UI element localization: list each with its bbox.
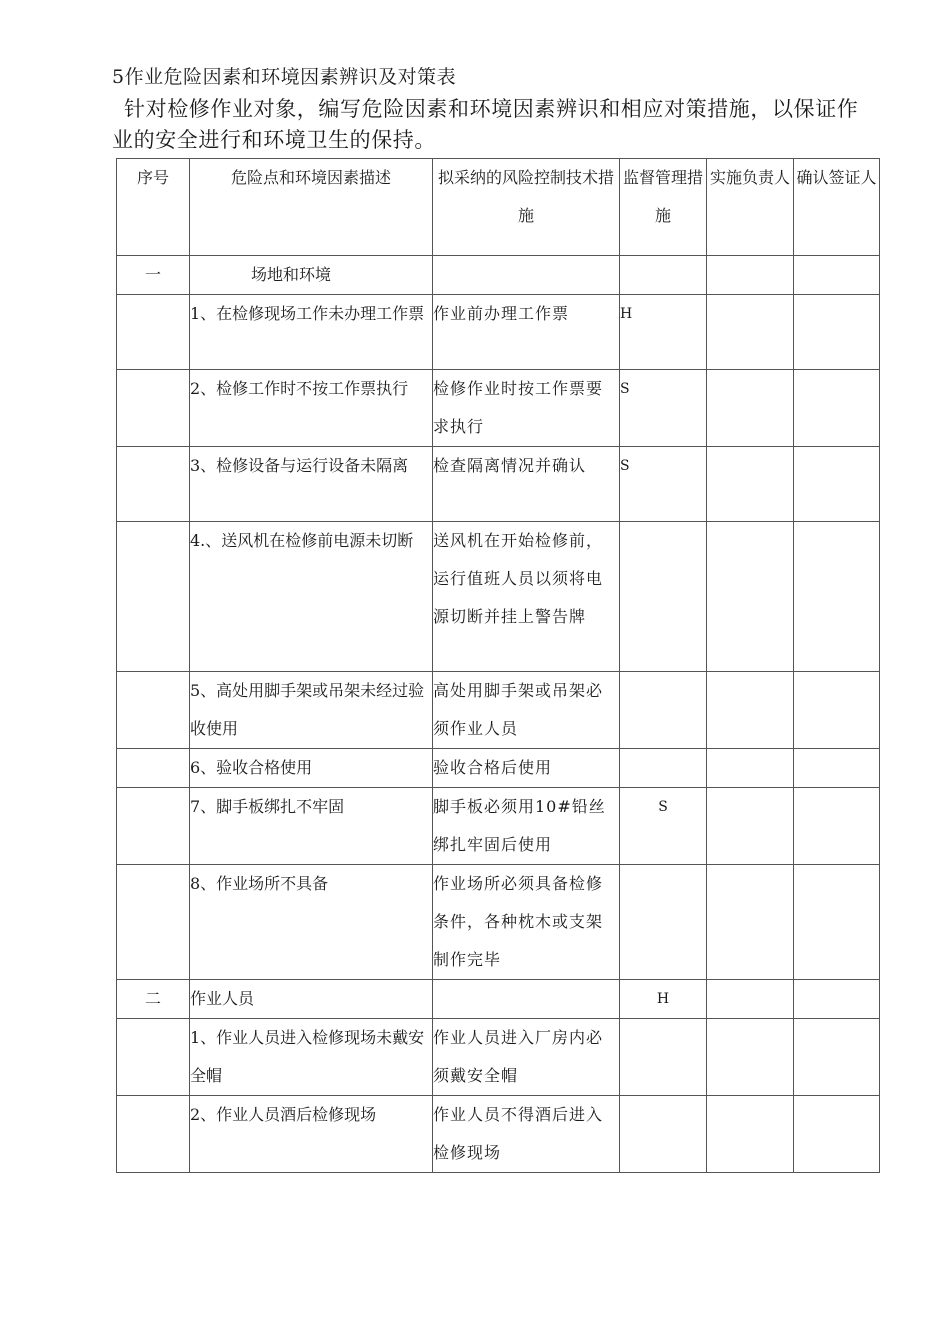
header-person: 实施负责人 <box>707 159 794 256</box>
hazard-desc: 4.、送风机在检修前电源未切断 <box>190 522 433 672</box>
section-heading: 5作业危险因素和环境因素辨识及对策表 <box>112 66 457 88</box>
section-row <box>117 980 880 1019</box>
table-row <box>117 672 880 749</box>
table-row <box>117 1096 880 1173</box>
risk-table <box>116 158 880 1173</box>
table-row <box>117 295 880 370</box>
hazard-desc: 1、作业人员进入检修现场未戴安全帽 <box>190 1019 433 1096</box>
table-row <box>117 865 880 980</box>
section-no: 二 <box>117 980 190 1019</box>
table-row <box>117 788 880 865</box>
risk-mark <box>620 672 707 749</box>
hazard-desc: 7、脚手板绑扎不牢固 <box>190 788 433 865</box>
control-measure: 作业场所必须具备检修条件，各种枕木或支架制作完毕 <box>433 865 620 980</box>
hazard-desc: 2、作业人员酒后检修现场 <box>190 1096 433 1173</box>
control-measure: 作业人员进入厂房内必须戴安全帽 <box>433 1019 620 1096</box>
risk-mark <box>620 1019 707 1096</box>
control-measure: 作业人员不得酒后进入检修现场 <box>433 1096 620 1173</box>
table-row <box>117 749 880 788</box>
control-measure: 高处用脚手架或吊架必须作业人员 <box>433 672 620 749</box>
header-confirm: 确认签证人 <box>794 159 880 256</box>
header-desc: 危险点和环境因素描述 <box>190 159 433 256</box>
control-measure: 检查隔离情况并确认 <box>433 447 620 522</box>
section-row <box>117 256 880 295</box>
table-row <box>117 1019 880 1096</box>
table-row <box>117 522 880 672</box>
hazard-desc: 3、检修设备与运行设备未隔离 <box>190 447 433 522</box>
risk-mark: S <box>620 788 707 865</box>
table-row <box>117 447 880 522</box>
hazard-desc: 8、作业场所不具备 <box>190 865 433 980</box>
risk-mark: S <box>620 370 707 447</box>
hazard-desc: 5、高处用脚手架或吊架未经过验收使用 <box>190 672 433 749</box>
risk-mark <box>620 865 707 980</box>
header-no: 序号 <box>117 159 190 256</box>
table-header-row <box>117 159 880 256</box>
hazard-desc: 1、在检修现场工作未办理工作票 <box>190 295 433 370</box>
risk-mark: H <box>620 980 707 1019</box>
header-measure: 拟采纳的风险控制技术措施 <box>433 159 620 256</box>
control-measure: 检修作业时按工作票要求执行 <box>433 370 620 447</box>
hazard-desc: 6、验收合格使用 <box>190 749 433 788</box>
section-no: 一 <box>117 256 190 295</box>
intro-paragraph: 针对检修作业对象，编写危险因素和环境因素辨识和相应对策措施，以保证作业的安全进行和环境卫生的保持。 <box>112 97 859 152</box>
control-measure: 送风机在开始检修前，运行值班人员以须将电源切断并挂上警告牌 <box>433 522 620 672</box>
risk-mark <box>620 749 707 788</box>
section-title: 作业人员 <box>190 980 433 1019</box>
risk-mark: H <box>620 295 707 370</box>
control-measure: 脚手板必须用10#铅丝绑扎牢固后使用 <box>433 788 620 865</box>
risk-mark <box>620 1096 707 1173</box>
control-measure: 作业前办理工作票 <box>433 295 620 370</box>
table-row <box>117 370 880 447</box>
hazard-desc: 2、检修工作时不按工作票执行 <box>190 370 433 447</box>
header-supervise: 监督管理措施 <box>620 159 707 256</box>
risk-mark <box>620 522 707 672</box>
section-title: 场地和环境 <box>190 256 433 295</box>
control-measure: 验收合格后使用 <box>433 749 620 788</box>
risk-mark: S <box>620 447 707 522</box>
